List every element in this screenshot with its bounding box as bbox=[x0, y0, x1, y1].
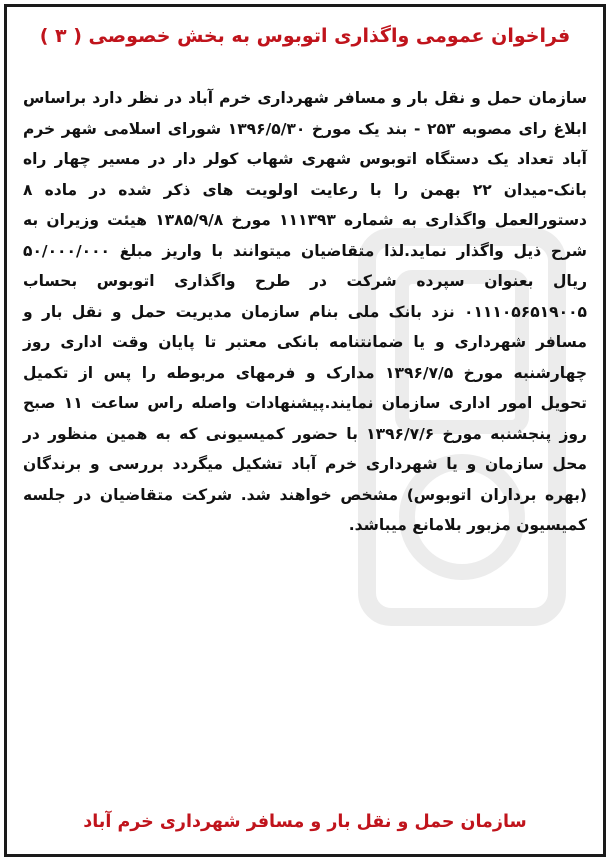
notice-title: فراخوان عمومی واگذاری اتوبوس به بخش خصوصی ( ۳ ) bbox=[39, 25, 571, 47]
notice-signature: سازمان حمل و نقل بار و مسافر شهرداری خرم آباد bbox=[83, 812, 527, 832]
notice-frame bbox=[4, 4, 606, 857]
notice-body-text: سازمان حمل و نقل بار و مسافر شهرداری خرم آباد در نظر دارد براساس ابلاغ رای مصوبه ۲۵۳ - بند یک مورخ ۱۳۹۶/۵/۳۰ شورای اسلامی شهر خرم آباد تعداد یک دستگاه اتوبوس شهری شهاب کولر دار در مسیر چهار راه بانک-میدان ۲۲ بهمن را با رعایت اولویت های ذکر شده در ماده ۸ دستورالعمل واگذاری به شماره ۱۱۱۳۹۳ مورخ ۱۳۸۵/۹/۸ هیئت وزیران به شرح ذیل واگذار نماید.لذا متقاضیان میتوانند با واریز مبلغ ۵۰/۰۰۰/۰۰۰ ریال بعنوان سپرده شرکت در طرح واگذاری اتوبوس بحساب ۰۱۱۱۰۵۶۵۱۹۰۰۵ نزد بانک ملی بنام سازمان مدیریت حمل و نقل بار و مسافر شهرداری و یا ضمانتنامه بانکی معتبر تا پایان وقت اداری روز چهارشنبه مورخ ۱۳۹۶/۷/۵ مدارک و فرمهای مربوطه را پس از تکمیل تحویل امور اداری سازمان نمایند.پیشنهادات واصله راس ساعت ۱۱ صبح روز پنجشنبه مورخ ۱۳۹۶/۷/۶ با حضور کمیسیونی که به همین منظور در محل سازمان و یا شهرداری خرم آباد تشکیل میگردد بررسی و برندگان (بهره برداران اتوبوس) مشخص خواهند شد. شرکت متقاضیان در جلسه کمیسیون مزبور بلامانع میباشد. bbox=[23, 89, 588, 534]
notice-body bbox=[23, 83, 587, 541]
